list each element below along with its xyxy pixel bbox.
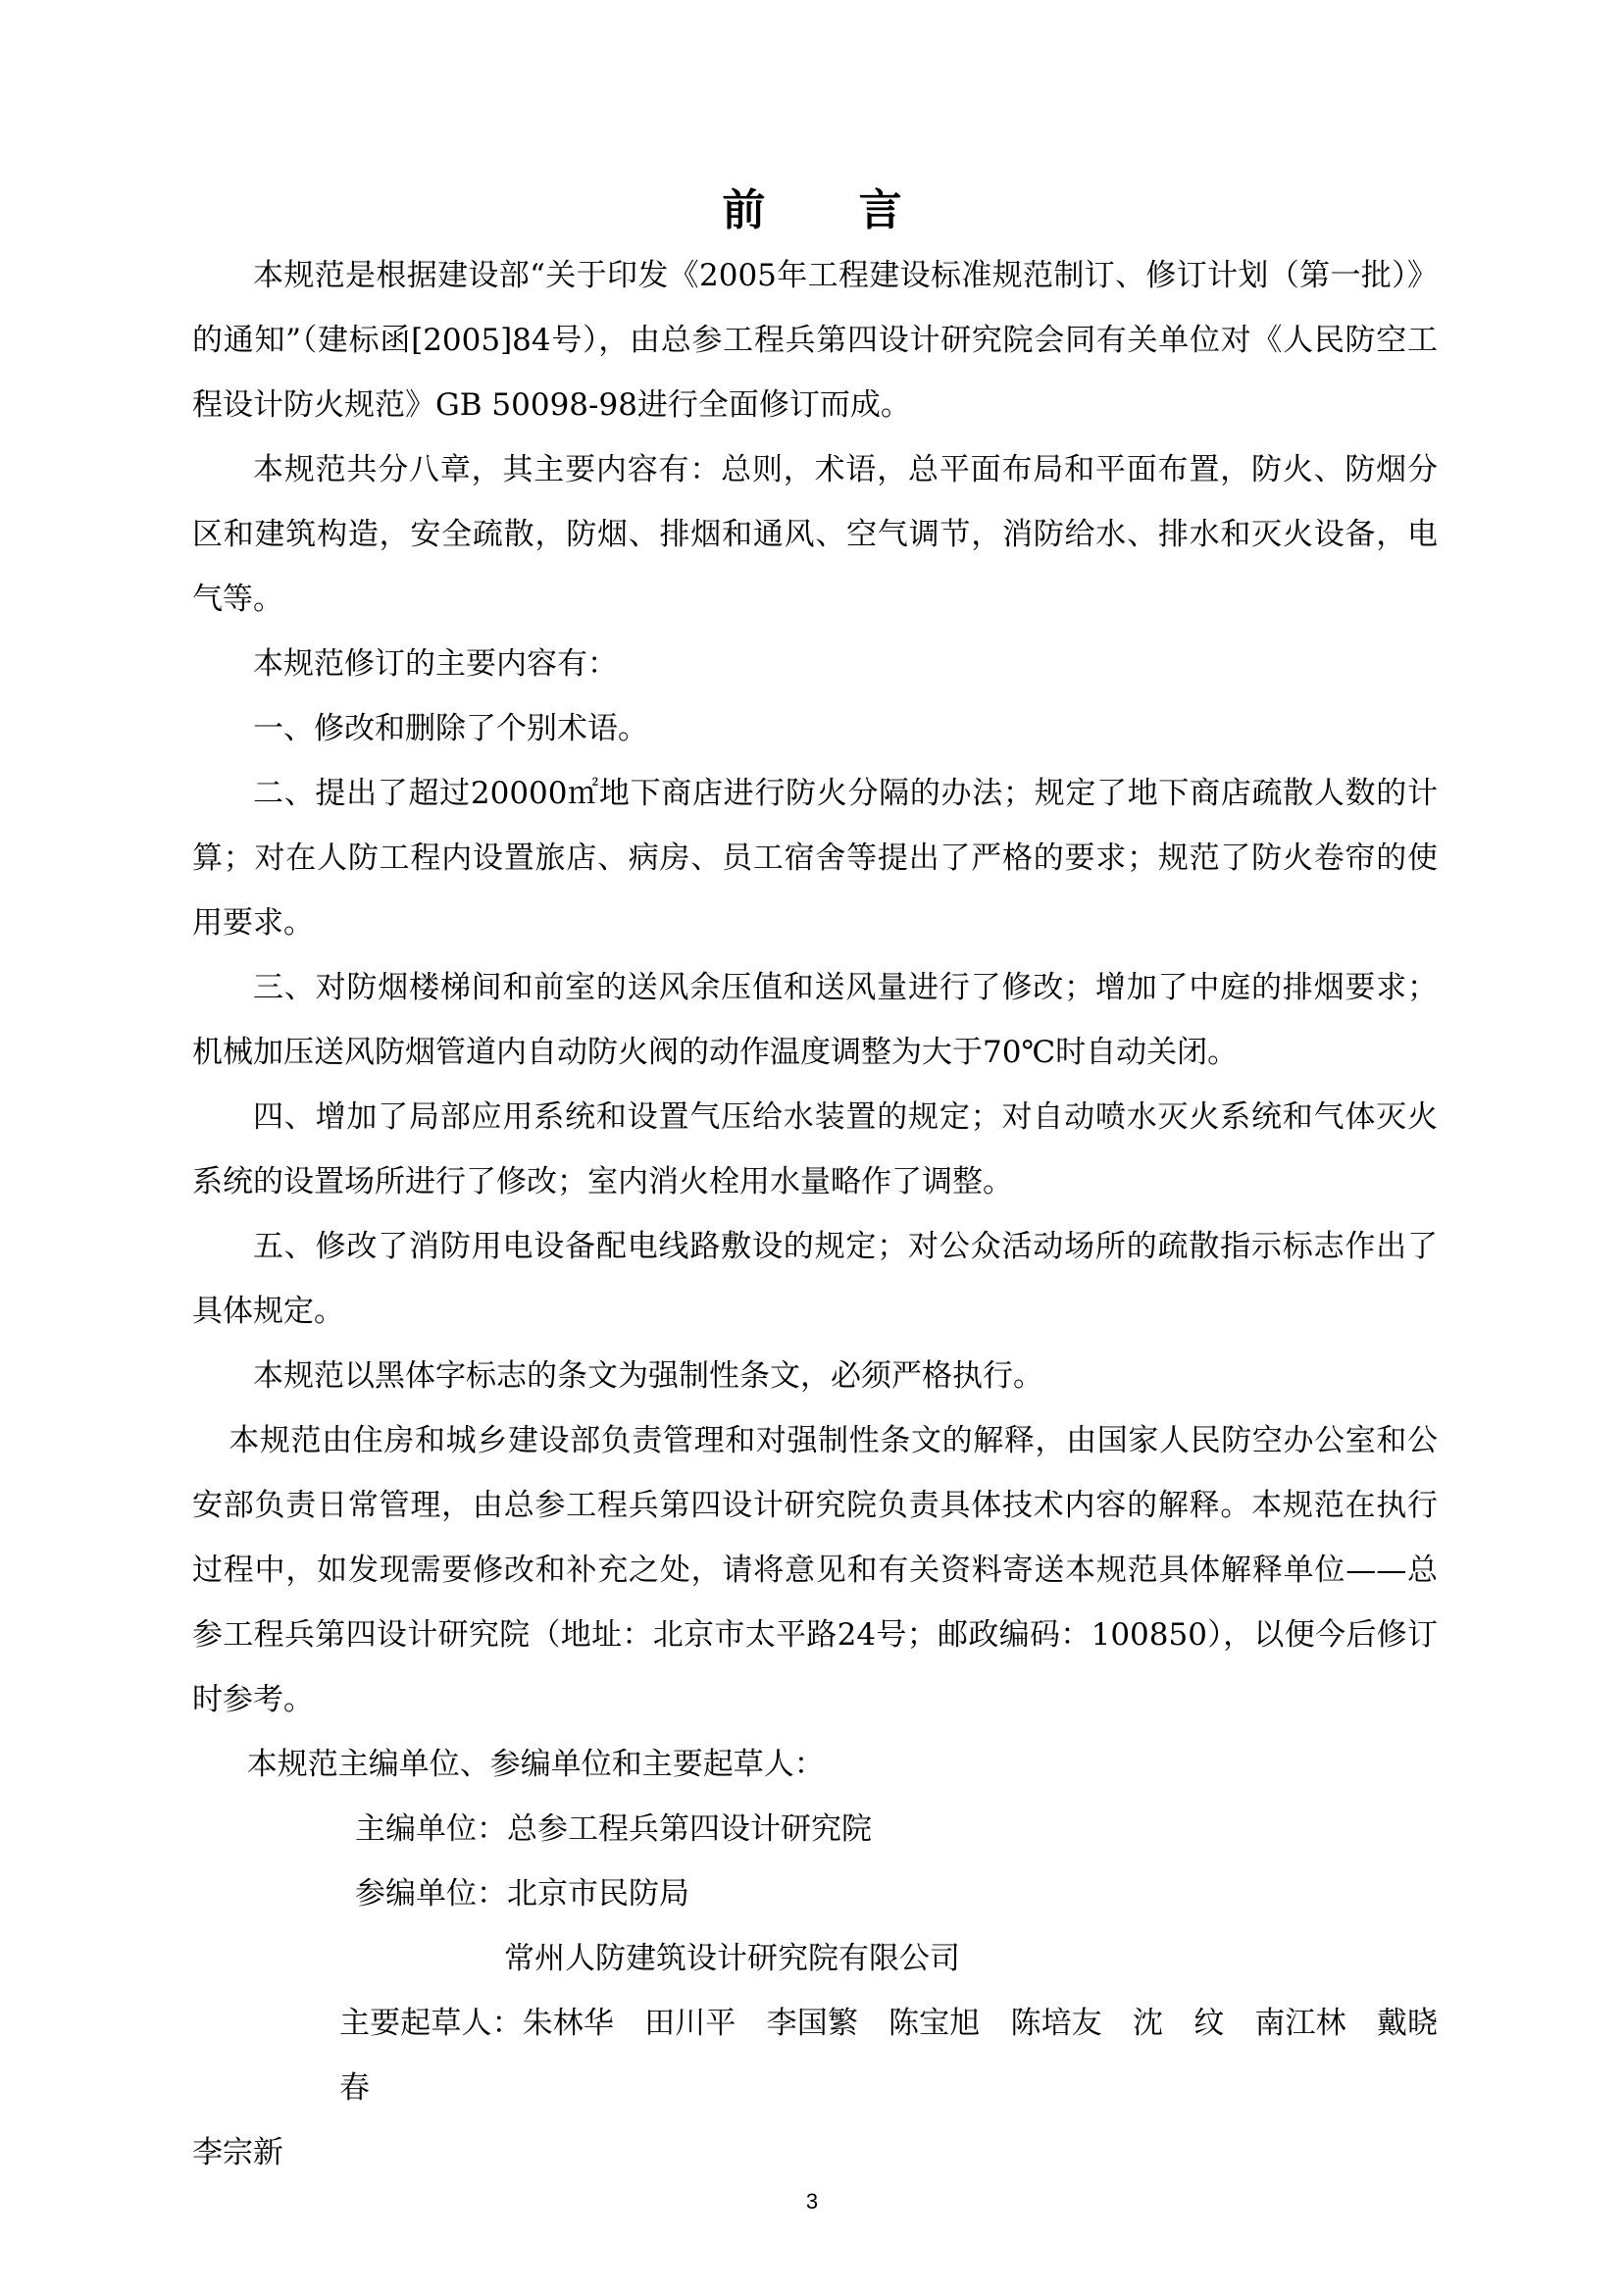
drafters-line: 主要起草人：朱林华 田川平 李国繁 陈宝旭 陈培友 沈 纹 南江林 戴晓春 [339,2006,1438,2106]
page-number: 3 [805,2189,819,2214]
list-item-5: 五、修改了消防用电设备配电线路敷设的规定；对公众活动场所的疏散指示标志作出了具体规定。 [192,1229,1438,1329]
list-item-1: 一、修改和删除了个别术语。 [253,711,648,746]
paragraph-revision-intro: 本规范修订的主要内容有： [253,646,618,682]
chief-unit: 主编单位：总参工程兵第四设计研究院 [355,1811,872,1847]
paragraph-mandatory: 本规范以黑体字标志的条文为强制性条文，必须严格执行。 [253,1358,1043,1394]
participating-unit: 参编单位：北京市民防局 [355,1876,689,1912]
paragraph-units-intro: 本规范主编单位、参编单位和主要起草人： [246,1747,825,1782]
document-body [192,243,1438,2185]
page-title: 前 言 [722,185,941,235]
drafters-continuation: 李宗新 [192,2135,283,2170]
list-item-3: 三、对防烟楼梯间和前室的送风余压值和送风量进行了修改；增加了中庭的排烟要求；机械加压送风防烟管道内自动防火阀的动作温度调整为大于70℃时自动关闭。 [192,970,1438,1070]
paragraph-management: 本规范由住房和城乡建设部负责管理和对强制性条文的解释，由国家人民防空办公室和公安部负责日常管理，由总参工程兵第四设计研究院负责具体技术内容的解释。本规范在执行过程中，如发现需要修改和补充之处，请将意见和有关资料寄送本规范具体解释单位——总参工程兵第四设计研究院（地址：北京市太平路24号；邮政编码：100850），以便今后修订时参考。 [192,1423,1438,1717]
list-item-4: 四、增加了局部应用系统和设置气压给水装置的规定；对自动喷水灭火系统和气体灭火系统的设置场所进行了修改；室内消火栓用水量略作了调整。 [192,1099,1438,1199]
paragraph-origin: 本规范是根据建设部“关于印发《2005年工程建设标准规范制订、修订计划（第一批）》的通知”（建标函[2005]84号），由总参工程兵第四设计研究院会同有关单位对《人民防空工程设计防火规范》GB 50098-98进行全面修订而成。 [192,258,1438,423]
paragraph-contents: 本规范共分八章，其主要内容有：总则，术语，总平面布局和平面布置，防火、防烟分区和建筑构造，安全疏散，防烟、排烟和通风、空气调节，消防给水、排水和灭火设备，电气等。 [192,452,1438,617]
list-item-2: 二、提出了超过20000㎡地下商店进行防火分隔的办法；规定了地下商店疏散人数的计算；对在人防工程内设置旅店、病房、员工宿舍等提出了严格的要求；规范了防火卷帘的使用要求。 [192,776,1438,941]
participating-unit-2: 常州人防建筑设计研究院有限公司 [504,1941,960,1976]
